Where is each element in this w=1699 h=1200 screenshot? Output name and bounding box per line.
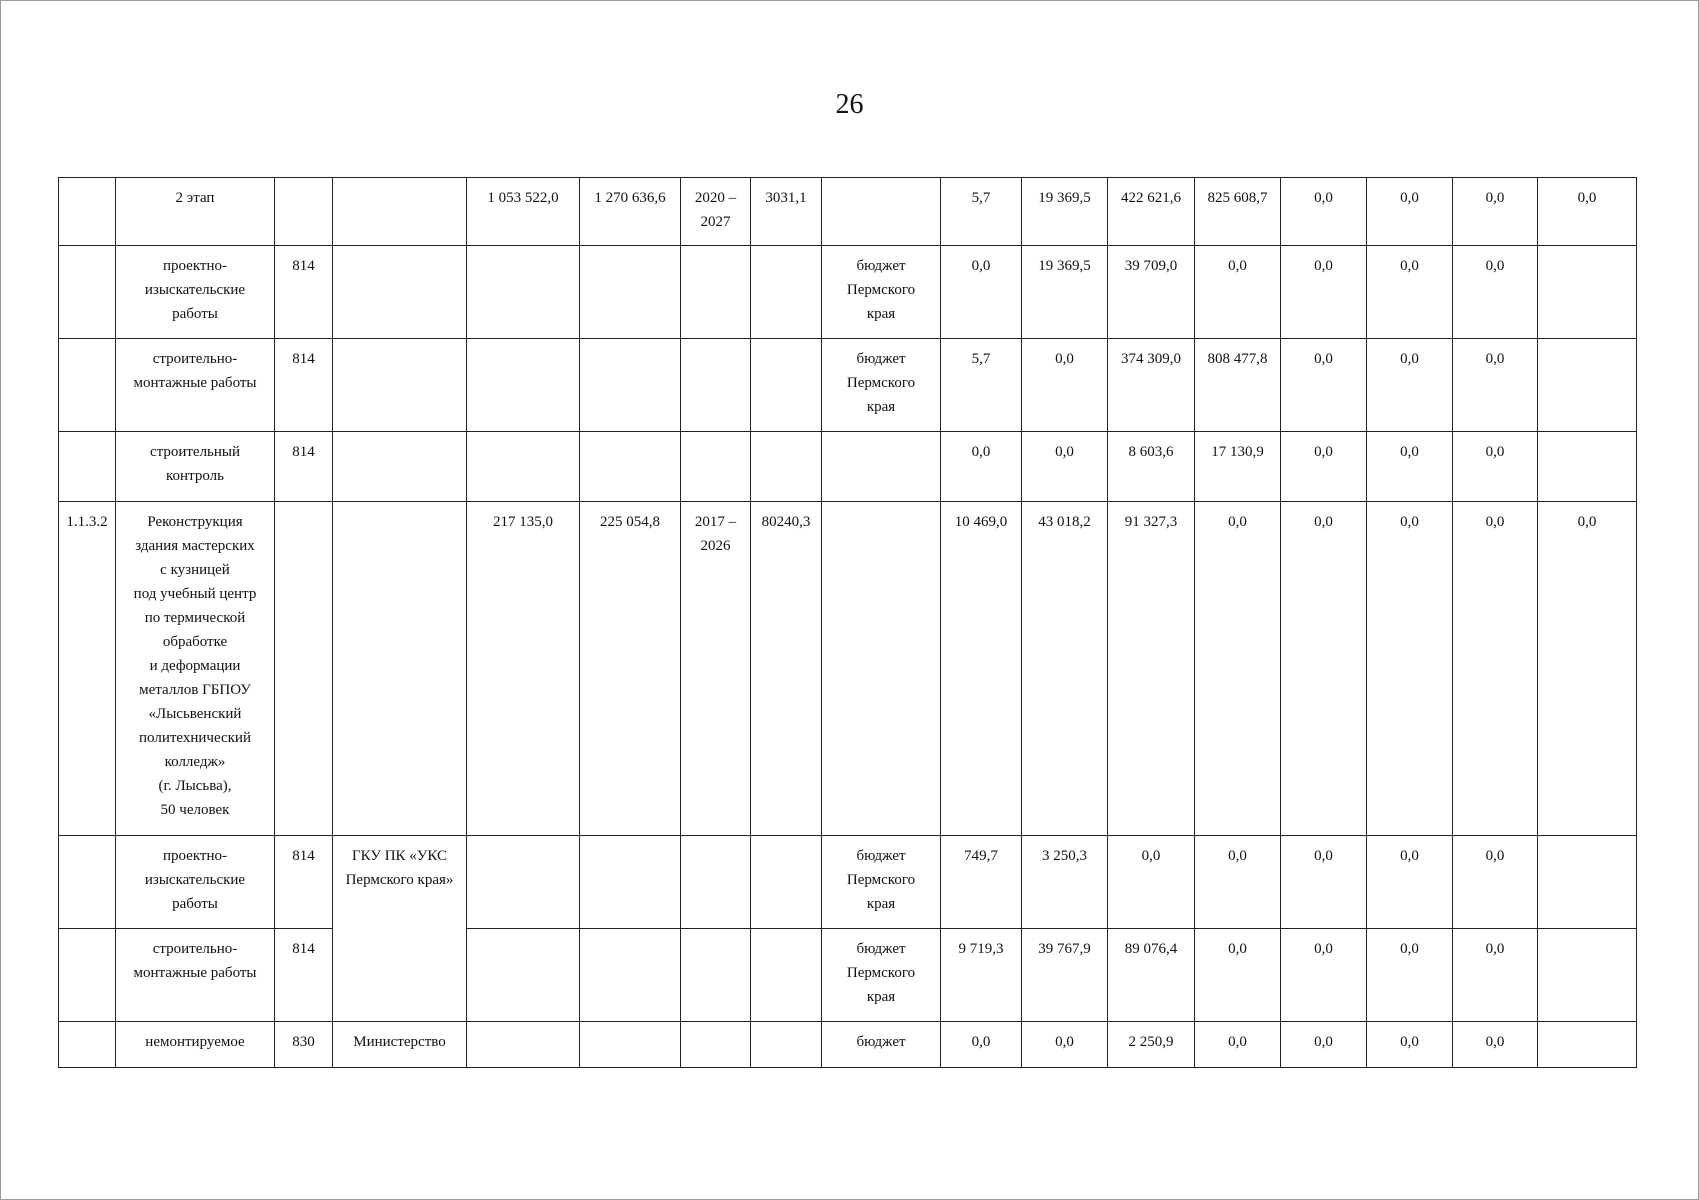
cell-code: 814 bbox=[275, 929, 333, 1022]
cell-area: 80240,3 bbox=[751, 502, 822, 836]
cell-value: 3 250,3 bbox=[1022, 836, 1108, 929]
cell-period: 2020 – 2027 bbox=[681, 178, 751, 246]
cell-org bbox=[333, 246, 467, 339]
cell-cost-current bbox=[580, 246, 681, 339]
cell-value: 0,0 bbox=[1367, 178, 1453, 246]
cell-name: строительно- монтажные работы bbox=[116, 339, 275, 432]
page-number: 26 bbox=[835, 89, 864, 120]
cell-period bbox=[681, 246, 751, 339]
cell-value: 39 767,9 bbox=[1022, 929, 1108, 1022]
cell-area: 3031,1 bbox=[751, 178, 822, 246]
cell-value: 17 130,9 bbox=[1195, 432, 1281, 502]
cell-source: бюджет Пермского края bbox=[822, 339, 941, 432]
cell-value: 0,0 bbox=[1367, 432, 1453, 502]
cell-value: 0,0 bbox=[1022, 432, 1108, 502]
cell-value: 0,0 bbox=[1453, 502, 1538, 836]
cell-source bbox=[822, 178, 941, 246]
cell-value: 0,0 bbox=[1108, 836, 1195, 929]
cell-source: бюджет Пермского края bbox=[822, 929, 941, 1022]
cell-area bbox=[751, 339, 822, 432]
cell-value: 0,0 bbox=[1367, 836, 1453, 929]
cell-period bbox=[681, 836, 751, 929]
cell-value: 0,0 bbox=[1281, 929, 1367, 1022]
cell-value: 5,7 bbox=[941, 339, 1022, 432]
cell-num bbox=[59, 1022, 116, 1068]
cell-period bbox=[681, 929, 751, 1022]
cell-period bbox=[681, 1022, 751, 1068]
cell-value: 19 369,5 bbox=[1022, 246, 1108, 339]
cell-value: 825 608,7 bbox=[1195, 178, 1281, 246]
cell-value: 5,7 bbox=[941, 178, 1022, 246]
budget-table bbox=[58, 177, 1637, 1068]
cell-value: 0,0 bbox=[1195, 246, 1281, 339]
cell-value: 808 477,8 bbox=[1195, 339, 1281, 432]
cell-cost-current bbox=[580, 339, 681, 432]
table-row bbox=[59, 929, 1637, 1022]
cell-value: 43 018,2 bbox=[1022, 502, 1108, 836]
cell-value: 422 621,6 bbox=[1108, 178, 1195, 246]
cell-num bbox=[59, 339, 116, 432]
cell-cost-estimate bbox=[467, 836, 580, 929]
cell-value: 0,0 bbox=[941, 246, 1022, 339]
cell-code: 814 bbox=[275, 836, 333, 929]
cell-value: 749,7 bbox=[941, 836, 1022, 929]
cell-period bbox=[681, 339, 751, 432]
cell-value: 0,0 bbox=[1367, 339, 1453, 432]
cell-num bbox=[59, 929, 116, 1022]
cell-value: 0,0 bbox=[1195, 1022, 1281, 1068]
cell-cost-estimate: 1 053 522,0 bbox=[467, 178, 580, 246]
cell-value bbox=[1538, 432, 1637, 502]
cell-name: немонтируемое bbox=[116, 1022, 275, 1068]
cell-num bbox=[59, 432, 116, 502]
table-row bbox=[59, 432, 1637, 502]
cell-period: 2017 – 2026 bbox=[681, 502, 751, 836]
cell-name: строительно- монтажные работы bbox=[116, 929, 275, 1022]
cell-code: 814 bbox=[275, 339, 333, 432]
table-row bbox=[59, 339, 1637, 432]
cell-cost-current bbox=[580, 929, 681, 1022]
cell-value: 0,0 bbox=[1453, 929, 1538, 1022]
cell-area bbox=[751, 432, 822, 502]
cell-code: 814 bbox=[275, 432, 333, 502]
cell-value: 0,0 bbox=[1195, 836, 1281, 929]
cell-value: 0,0 bbox=[1281, 1022, 1367, 1068]
cell-cost-current bbox=[580, 1022, 681, 1068]
cell-value: 0,0 bbox=[1022, 339, 1108, 432]
cell-num bbox=[59, 836, 116, 929]
cell-source: бюджет bbox=[822, 1022, 941, 1068]
cell-name: строительный контроль bbox=[116, 432, 275, 502]
cell-value: 91 327,3 bbox=[1108, 502, 1195, 836]
cell-value: 0,0 bbox=[1195, 502, 1281, 836]
cell-value: 0,0 bbox=[1367, 502, 1453, 836]
cell-value: 0,0 bbox=[941, 432, 1022, 502]
cell-cost-current: 1 270 636,6 bbox=[580, 178, 681, 246]
cell-area bbox=[751, 836, 822, 929]
cell-source bbox=[822, 502, 941, 836]
cell-source: бюджет Пермского края bbox=[822, 246, 941, 339]
cell-cost-current: 225 054,8 bbox=[580, 502, 681, 836]
cell-name: Реконструкция здания мастерских с кузницей под учебный центр по термической обработке и деформации металлов ГБПОУ «Лысьвенский политехнический колледж» (г. Лысьва), 50 человек bbox=[116, 502, 275, 836]
table-row bbox=[59, 1022, 1637, 1068]
cell-value bbox=[1538, 339, 1637, 432]
cell-org: ГКУ ПК «УКС Пермского края» bbox=[333, 836, 467, 1022]
cell-cost-estimate bbox=[467, 929, 580, 1022]
cell-value: 0,0 bbox=[1453, 836, 1538, 929]
cell-cost-current bbox=[580, 836, 681, 929]
cell-value: 0,0 bbox=[941, 1022, 1022, 1068]
cell-source: бюджет Пермского края bbox=[822, 836, 941, 929]
cell-value: 0,0 bbox=[1281, 339, 1367, 432]
cell-value: 0,0 bbox=[1281, 432, 1367, 502]
cell-name: проектно- изыскательские работы bbox=[116, 836, 275, 929]
cell-cost-estimate bbox=[467, 246, 580, 339]
cell-area bbox=[751, 1022, 822, 1068]
cell-value: 0,0 bbox=[1195, 929, 1281, 1022]
cell-area bbox=[751, 246, 822, 339]
cell-period bbox=[681, 432, 751, 502]
cell-value: 0,0 bbox=[1367, 929, 1453, 1022]
cell-cost-current bbox=[580, 432, 681, 502]
cell-value: 374 309,0 bbox=[1108, 339, 1195, 432]
cell-cost-estimate bbox=[467, 1022, 580, 1068]
cell-value: 0,0 bbox=[1453, 339, 1538, 432]
cell-value bbox=[1538, 246, 1637, 339]
cell-value: 19 369,5 bbox=[1022, 178, 1108, 246]
cell-value bbox=[1538, 929, 1637, 1022]
cell-value: 2 250,9 bbox=[1108, 1022, 1195, 1068]
cell-value: 0,0 bbox=[1281, 178, 1367, 246]
cell-value: 0,0 bbox=[1453, 246, 1538, 339]
cell-value bbox=[1538, 1022, 1637, 1068]
cell-name: 2 этап bbox=[116, 178, 275, 246]
table-row bbox=[59, 178, 1637, 246]
cell-num bbox=[59, 178, 116, 246]
cell-value: 0,0 bbox=[1281, 246, 1367, 339]
cell-code: 830 bbox=[275, 1022, 333, 1068]
cell-area bbox=[751, 929, 822, 1022]
cell-value: 8 603,6 bbox=[1108, 432, 1195, 502]
cell-org bbox=[333, 178, 467, 246]
cell-num: 1.1.3.2 bbox=[59, 502, 116, 836]
cell-org bbox=[333, 432, 467, 502]
cell-value: 0,0 bbox=[1281, 836, 1367, 929]
cell-value bbox=[1538, 836, 1637, 929]
cell-org: Министерство bbox=[333, 1022, 467, 1068]
cell-org bbox=[333, 502, 467, 836]
cell-value: 0,0 bbox=[1453, 178, 1538, 246]
cell-cost-estimate bbox=[467, 432, 580, 502]
cell-value: 0,0 bbox=[1453, 432, 1538, 502]
cell-value: 39 709,0 bbox=[1108, 246, 1195, 339]
table-row bbox=[59, 502, 1637, 836]
cell-code bbox=[275, 502, 333, 836]
cell-value: 89 076,4 bbox=[1108, 929, 1195, 1022]
cell-value: 10 469,0 bbox=[941, 502, 1022, 836]
cell-code: 814 bbox=[275, 246, 333, 339]
cell-name: проектно- изыскательские работы bbox=[116, 246, 275, 339]
cell-value: 0,0 bbox=[1367, 246, 1453, 339]
cell-org bbox=[333, 339, 467, 432]
cell-value: 0,0 bbox=[1281, 502, 1367, 836]
cell-num bbox=[59, 246, 116, 339]
cell-value: 0,0 bbox=[1538, 502, 1637, 836]
cell-value: 0,0 bbox=[1022, 1022, 1108, 1068]
cell-code bbox=[275, 178, 333, 246]
cell-source bbox=[822, 432, 941, 502]
cell-value: 0,0 bbox=[1538, 178, 1637, 246]
table-row bbox=[59, 246, 1637, 339]
cell-cost-estimate: 217 135,0 bbox=[467, 502, 580, 836]
cell-value: 0,0 bbox=[1367, 1022, 1453, 1068]
table-row bbox=[59, 836, 1637, 929]
cell-value: 0,0 bbox=[1453, 1022, 1538, 1068]
cell-cost-estimate bbox=[467, 339, 580, 432]
cell-value: 9 719,3 bbox=[941, 929, 1022, 1022]
